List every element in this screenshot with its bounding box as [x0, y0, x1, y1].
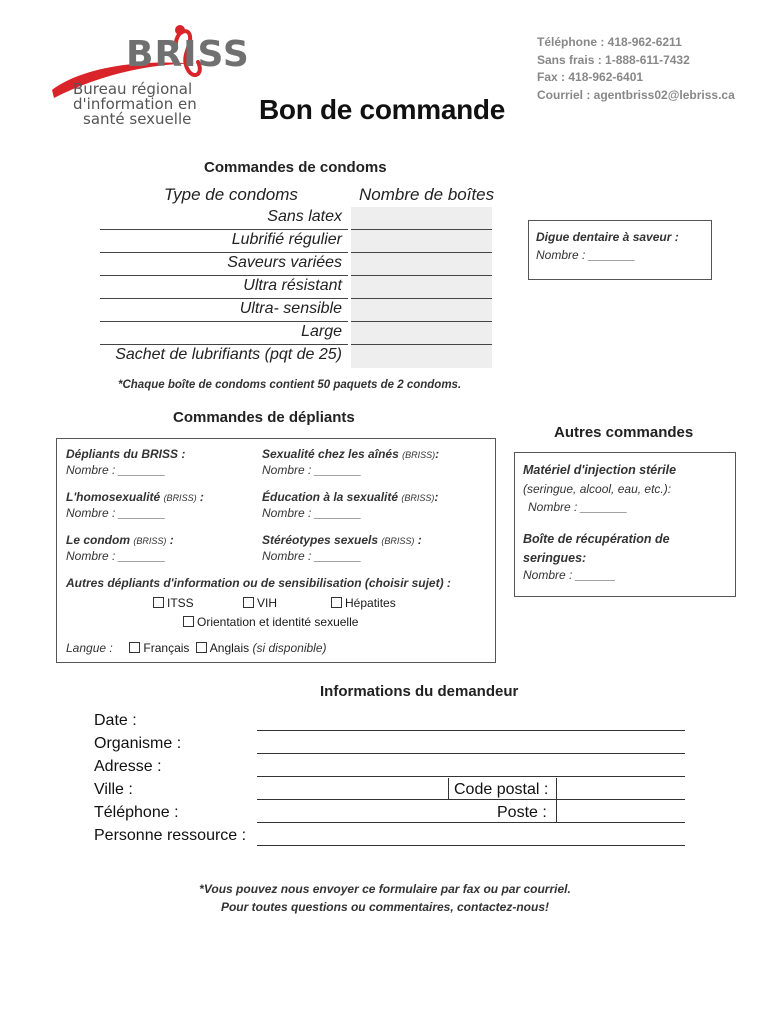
pamphlet-tag: (BRISS) [381, 536, 415, 546]
option-vih[interactable] [243, 596, 277, 610]
logo-line-2: d'information en [73, 95, 197, 113]
condom-type-label: Ultra- sensible [239, 300, 342, 317]
boxes-input[interactable] [351, 322, 492, 345]
pamphlet-count[interactable]: Nombre : _______ [262, 463, 362, 477]
pamphlet-item [66, 533, 174, 563]
pamphlet-item [262, 447, 439, 477]
dental-dam-label: Digue dentaire à saveur : [536, 230, 679, 244]
other-orders-box [514, 452, 736, 597]
pamphlet-suffix: : [434, 490, 439, 504]
phone-label: Téléphone : [94, 804, 179, 821]
date-label: Date : [94, 712, 137, 729]
other-orders-heading: Autres commandes [554, 424, 694, 441]
checkbox-hepatites[interactable] [331, 597, 342, 608]
pamphlets-box [56, 438, 496, 663]
checkbox-francais[interactable] [129, 642, 140, 653]
injection-subtitle: (seringue, alcool, eau, etc.): [523, 482, 672, 496]
option-itss[interactable] [153, 596, 194, 610]
pamphlet-title: Dépliants du BRISS : [66, 447, 186, 461]
language-row [66, 641, 327, 655]
condom-row [100, 345, 492, 368]
injection-count[interactable]: Nombre : _______ [528, 500, 628, 514]
condom-type-label: Lubrifié régulier [231, 231, 342, 248]
condom-row [100, 299, 492, 322]
logo-line-3: santé sexuelle [83, 110, 192, 128]
address-field[interactable] [257, 776, 685, 777]
city-label: Ville : [94, 781, 133, 798]
pamphlet-title: Stéréotypes sexuels [262, 533, 379, 547]
contact-email[interactable]: Courriel : agentbriss02@lebriss.ca [537, 87, 735, 102]
pamphlet-suffix: : [166, 533, 174, 547]
other-pamphlets-label: Autres dépliants d'information ou de sensibilisation (choisir sujet) : [66, 576, 451, 590]
pamphlet-count[interactable]: Nombre : _______ [262, 506, 362, 520]
city-field[interactable] [257, 799, 685, 800]
pamphlet-item [262, 490, 438, 520]
page-title: Bon de commande [259, 94, 505, 125]
condom-type-label: Sans latex [267, 208, 342, 225]
pamphlet-tag: (BRISS) [402, 450, 436, 460]
boxes-input[interactable] [351, 299, 492, 322]
option-hepatites[interactable] [331, 596, 396, 610]
pamphlet-tag: (BRISS) [163, 493, 197, 503]
pamphlets-heading: Commandes de dépliants [173, 409, 355, 426]
pamphlet-count[interactable]: Nombre : _______ [262, 549, 362, 563]
contact-fax: Fax : 418-962-6401 [537, 70, 644, 84]
pamphlet-title: Sexualité chez les aînés [262, 447, 399, 461]
footer-line-1: *Vous pouvez nous envoyer ce formulaire par fax ou par courriel. [199, 882, 571, 896]
pamphlet-title: Le condom [66, 533, 131, 547]
postal-code-label: Code postal : [454, 781, 549, 798]
col-header-boxes: Nombre de boîtes [359, 185, 495, 204]
contact-phone: Téléphone : 418-962-6211 [537, 35, 682, 49]
pamphlet-item [66, 490, 204, 520]
briss-logo [48, 22, 248, 132]
language-label: Langue : [66, 641, 113, 655]
pamphlet-item [262, 533, 422, 563]
logo-brand: BRISS [126, 34, 250, 75]
pamphlet-tag: (BRISS) [133, 536, 167, 546]
checkbox-orientation[interactable] [183, 616, 194, 627]
condom-row [100, 322, 492, 345]
boxes-input[interactable] [351, 253, 492, 276]
boxes-input[interactable] [351, 230, 492, 253]
injection-title: Matériel d'injection stérile [523, 463, 677, 477]
option-hepatites-label: Hépatites [345, 596, 396, 610]
contact-person-label: Personne ressource : [94, 827, 247, 844]
option-vih-label: VIH [257, 596, 278, 610]
requester-heading: Informations du demandeur [320, 683, 519, 700]
checkbox-itss[interactable] [153, 597, 164, 608]
contact-info [537, 34, 735, 104]
pamphlet-tag: (BRISS) [401, 493, 435, 503]
pamphlet-suffix: : [435, 447, 440, 461]
pamphlet-title: Éducation à la sexualité [262, 490, 399, 504]
condom-type-label: Large [301, 323, 342, 340]
condom-row [100, 253, 492, 276]
pamphlet-count[interactable]: Nombre : _______ [66, 463, 166, 477]
pamphlet-item [66, 447, 185, 477]
condom-type-label: Ultra résistant [243, 277, 342, 294]
pamphlet-count[interactable]: Nombre : _______ [66, 549, 166, 563]
pamphlet-suffix: : [196, 490, 204, 504]
phone-field[interactable] [257, 822, 685, 823]
lang-en-label: Anglais [209, 641, 250, 655]
condom-row [100, 230, 492, 253]
date-field[interactable] [257, 730, 685, 731]
checkbox-anglais[interactable] [196, 642, 207, 653]
address-label: Adresse : [94, 758, 162, 775]
lang-en-note: (si disponible) [252, 641, 327, 655]
condoms-heading: Commandes de condoms [204, 159, 387, 176]
col-header-type: Type de condoms [164, 185, 298, 204]
org-field[interactable] [257, 753, 685, 754]
lang-fr-label: Français [143, 641, 190, 655]
recovery-title: Boîte de récupération de seringues: [523, 532, 670, 565]
boxes-input[interactable] [351, 345, 492, 368]
checkbox-vih[interactable] [243, 597, 254, 608]
boxes-input[interactable] [351, 276, 492, 299]
recovery-count[interactable]: Nombre : ______ [523, 568, 616, 582]
dental-dam-count[interactable]: Nombre : _______ [536, 248, 636, 262]
condoms-note: *Chaque boîte de condoms contient 50 paquets de 2 condoms. [118, 379, 462, 391]
contact-tollfree: Sans frais : 1-888-611-7432 [537, 52, 690, 67]
logo-line-1: Bureau régional [73, 80, 193, 98]
boxes-input[interactable] [351, 207, 492, 230]
option-itss-label: ITSS [167, 596, 194, 610]
postal-separator [556, 778, 557, 822]
pamphlet-suffix: : [414, 533, 422, 547]
dental-dam-box [528, 220, 712, 280]
pamphlet-count[interactable]: Nombre : _______ [66, 506, 166, 520]
condom-type-label: Saveurs variées [227, 254, 342, 271]
option-orientation-label: Orientation et identité sexuelle [197, 615, 359, 629]
contact-person-field[interactable] [257, 845, 685, 846]
org-label: Organisme : [94, 735, 182, 752]
condom-row [100, 276, 492, 299]
condom-type-label: Sachet de lubrifiants (pqt de 25) [115, 346, 342, 363]
ext-label: Poste : [497, 804, 547, 821]
condom-row [100, 207, 492, 230]
option-orientation[interactable] [183, 615, 358, 629]
pamphlet-title: L'homosexualité [66, 490, 161, 504]
footer-line-2: Pour toutes questions ou commentaires, contactez-nous! [220, 900, 550, 914]
city-separator [448, 778, 449, 799]
